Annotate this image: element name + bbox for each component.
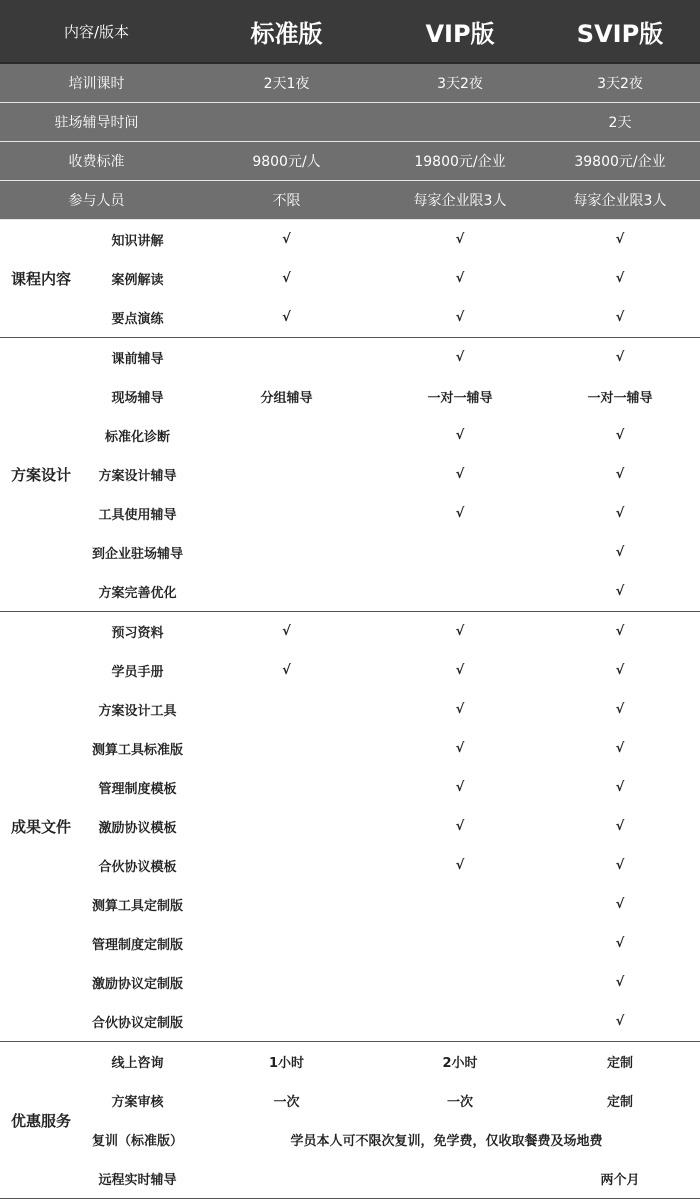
section-3 xyxy=(0,1042,700,1199)
svip-value: 定制 xyxy=(606,1056,633,1071)
standard-value: √ xyxy=(282,310,291,325)
table-row xyxy=(0,1002,700,1041)
table-row xyxy=(0,416,700,455)
row-label: 测算工具标准版 xyxy=(91,743,183,758)
svip-value: 39800元/企业 xyxy=(574,154,666,170)
svip-value: √ xyxy=(615,624,625,639)
standard-value xyxy=(193,494,380,533)
vip-value: 一次 xyxy=(446,1095,473,1110)
standard-value: √ xyxy=(282,271,291,286)
standard-value xyxy=(193,1002,380,1041)
table-row xyxy=(0,259,700,298)
vip-value: √ xyxy=(455,506,465,521)
standard-value xyxy=(193,846,380,885)
row-label: 管理制度定制版 xyxy=(91,938,183,953)
standard-value: √ xyxy=(282,663,291,678)
table-row xyxy=(0,1159,700,1198)
table-row xyxy=(0,1081,700,1120)
standard-value xyxy=(193,533,380,572)
vip-value: √ xyxy=(455,428,465,443)
row-label: 课前辅导 xyxy=(111,352,164,367)
standard-value xyxy=(193,924,380,963)
svip-value: √ xyxy=(615,428,625,443)
standard-value xyxy=(193,729,380,768)
svip-value: 两个月 xyxy=(600,1173,640,1188)
svip-value: √ xyxy=(615,936,625,951)
standard-value: 9800元/人 xyxy=(252,154,321,170)
vip-value: 19800元/企业 xyxy=(414,154,506,170)
vip-value: √ xyxy=(455,271,465,286)
section-1 xyxy=(0,338,700,612)
standard-value xyxy=(193,338,380,377)
section-title: 方案设计 xyxy=(10,466,71,484)
row-note: 学员本人可不限次复训，免学费，仅收取餐费及场地费 xyxy=(290,1134,603,1149)
general-row xyxy=(0,181,700,220)
svip-value: 定制 xyxy=(606,1095,633,1110)
vip-value xyxy=(380,1002,540,1041)
vip-value: √ xyxy=(455,310,465,325)
vip-value: √ xyxy=(455,624,465,639)
row-label: 要点演练 xyxy=(111,312,164,327)
vip-value xyxy=(380,1159,540,1198)
row-label: 方案设计辅导 xyxy=(98,469,177,484)
section-title: 课程内容 xyxy=(10,270,71,288)
vip-value: √ xyxy=(455,741,465,756)
table-row xyxy=(0,690,700,729)
table-row xyxy=(0,807,700,846)
svip-value: √ xyxy=(615,506,625,521)
table-row xyxy=(0,924,700,963)
row-label: 线上咨询 xyxy=(111,1056,164,1071)
standard-value: 分组辅导 xyxy=(260,391,313,406)
row-label: 案例解读 xyxy=(111,273,164,288)
table-header xyxy=(0,0,700,64)
svip-value: √ xyxy=(615,897,625,912)
row-label: 知识讲解 xyxy=(111,234,164,249)
vip-value: √ xyxy=(455,232,465,247)
table-row xyxy=(0,220,700,259)
svip-value: √ xyxy=(615,702,625,717)
svip-value: √ xyxy=(615,584,625,599)
svip-value: 每家企业限3人 xyxy=(573,193,667,209)
vip-value: √ xyxy=(455,467,465,482)
section-title: 优惠服务 xyxy=(10,1111,71,1130)
row-label: 测算工具定制版 xyxy=(91,899,183,914)
svip-value: 一对一辅导 xyxy=(587,391,653,406)
table-row xyxy=(0,533,700,572)
vip-value: 2小时 xyxy=(442,1056,478,1071)
table-row xyxy=(0,377,700,416)
row-label: 工具使用辅导 xyxy=(98,508,177,523)
svip-value: √ xyxy=(615,232,625,247)
row-label: 收费标准 xyxy=(68,154,125,170)
table-row xyxy=(0,768,700,807)
svip-value: √ xyxy=(615,975,625,990)
row-label: 激励协议模板 xyxy=(98,821,177,836)
section-title: 成果文件 xyxy=(10,818,71,836)
table-row xyxy=(0,494,700,533)
svip-value: √ xyxy=(615,819,625,834)
standard-value: √ xyxy=(282,624,291,639)
standard-value: 2天1夜 xyxy=(263,76,310,92)
header-standard: 标准版 xyxy=(250,19,323,48)
svip-value: √ xyxy=(615,271,625,286)
svip-value: √ xyxy=(615,780,625,795)
feature-sections xyxy=(0,220,700,1199)
svip-value: √ xyxy=(615,741,625,756)
row-label: 现场辅导 xyxy=(111,391,164,406)
vip-value xyxy=(380,103,540,141)
vip-value: √ xyxy=(455,819,465,834)
row-label: 到企业驻场辅导 xyxy=(91,547,183,562)
vip-value xyxy=(380,885,540,924)
header-svip: SVIP版 xyxy=(576,19,664,48)
header-content-version: 内容/版本 xyxy=(63,22,130,41)
standard-value xyxy=(193,690,380,729)
svip-value: 2天 xyxy=(608,115,632,131)
row-label: 方案设计工具 xyxy=(98,704,177,719)
svip-value: √ xyxy=(615,545,625,560)
table-row xyxy=(0,729,700,768)
svip-value: 3天2夜 xyxy=(597,76,643,92)
table-row xyxy=(0,298,700,337)
row-label: 管理制度模板 xyxy=(98,782,177,797)
standard-value xyxy=(193,768,380,807)
row-label: 参与人员 xyxy=(68,193,125,209)
table-row xyxy=(0,963,700,1002)
row-label: 培训课时 xyxy=(68,76,125,92)
vip-value xyxy=(380,533,540,572)
standard-value: 1小时 xyxy=(268,1056,305,1071)
svip-value: √ xyxy=(615,467,625,482)
vip-value: √ xyxy=(455,858,465,873)
general-rows xyxy=(0,64,700,220)
vip-value: √ xyxy=(455,780,465,795)
table-row xyxy=(0,572,700,611)
general-row xyxy=(0,142,700,181)
header-vip: VIP版 xyxy=(425,19,495,48)
vip-value: 一对一辅导 xyxy=(427,391,493,406)
row-label: 学员手册 xyxy=(111,665,164,680)
standard-value: √ xyxy=(282,232,291,247)
row-label: 复训（标准版） xyxy=(91,1134,183,1149)
standard-value: 一次 xyxy=(273,1095,300,1110)
vip-value: √ xyxy=(455,350,465,365)
table-row xyxy=(0,612,700,651)
vip-value: 3天2夜 xyxy=(437,76,483,92)
table-row xyxy=(0,455,700,494)
vip-value: √ xyxy=(455,702,465,717)
row-label: 合伙协议模板 xyxy=(98,860,177,875)
table-row xyxy=(0,338,700,377)
general-row xyxy=(0,64,700,103)
section-2 xyxy=(0,612,700,1042)
svip-value: √ xyxy=(615,858,625,873)
standard-value: 不限 xyxy=(272,193,301,209)
svip-value: √ xyxy=(615,663,625,678)
vip-value: √ xyxy=(455,663,465,678)
row-label: 方案审核 xyxy=(111,1095,164,1110)
row-label: 方案完善优化 xyxy=(98,586,177,601)
standard-value xyxy=(193,416,380,455)
table-row xyxy=(0,885,700,924)
standard-value xyxy=(193,1159,380,1198)
row-label: 激励协议定制版 xyxy=(91,977,183,992)
vip-value xyxy=(380,924,540,963)
standard-value xyxy=(193,885,380,924)
row-label: 远程实时辅导 xyxy=(98,1173,177,1188)
general-row xyxy=(0,103,700,142)
table-row xyxy=(0,1042,700,1081)
svip-value: √ xyxy=(615,310,625,325)
svip-value: √ xyxy=(615,350,625,365)
row-label: 标准化诊断 xyxy=(104,430,170,445)
standard-value xyxy=(193,455,380,494)
table-row xyxy=(0,1120,700,1159)
section-0 xyxy=(0,220,700,338)
row-label: 预习资料 xyxy=(111,626,164,641)
standard-value xyxy=(193,572,380,611)
svip-value: √ xyxy=(615,1014,625,1029)
row-label: 驻场辅导时间 xyxy=(54,115,139,131)
vip-value xyxy=(380,963,540,1002)
standard-value xyxy=(193,963,380,1002)
vip-value: 每家企业限3人 xyxy=(413,193,507,209)
vip-value xyxy=(380,572,540,611)
standard-value xyxy=(193,103,380,141)
table-row xyxy=(0,846,700,885)
standard-value xyxy=(193,807,380,846)
table-row xyxy=(0,651,700,690)
row-label: 合伙协议定制版 xyxy=(91,1016,183,1031)
